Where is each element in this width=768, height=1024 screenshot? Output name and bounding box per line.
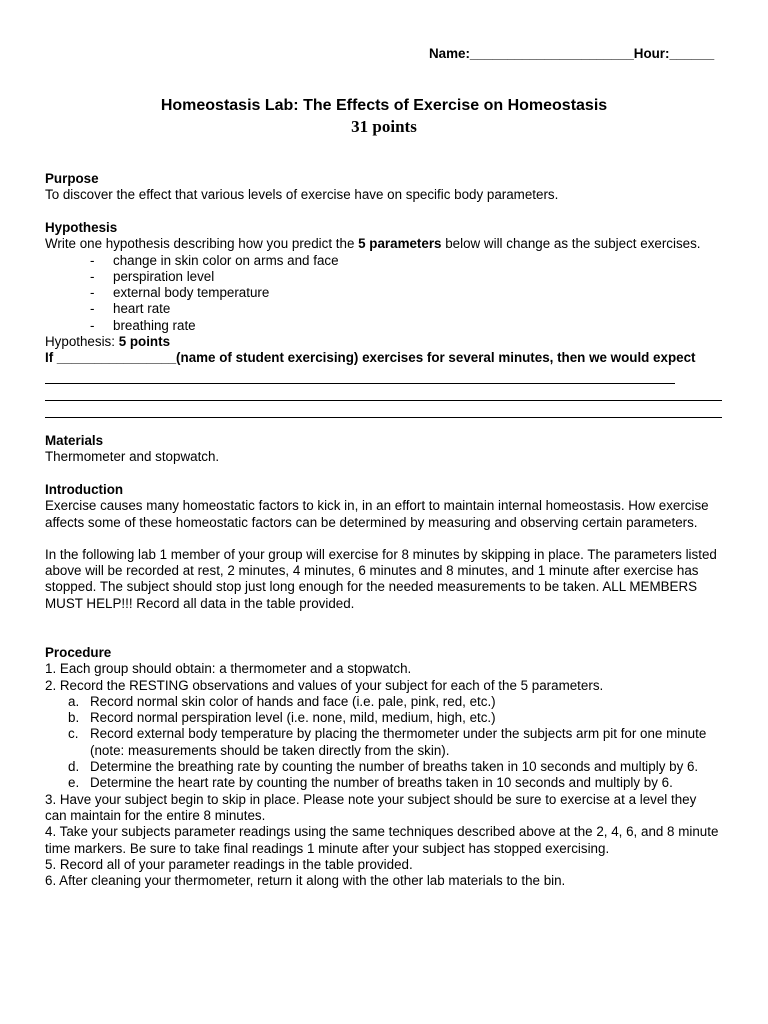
procedure-substep	[45, 726, 720, 759]
materials-section	[45, 433, 735, 466]
procedure-step: 6. After cleaning your thermometer, return it along with the other lab materials to the bin.	[45, 873, 566, 889]
purpose-heading: Purpose	[45, 171, 99, 186]
introduction-paragraph: In the following lab 1 member of your group will exercise for 8 minutes by skipping in place. The parameters listed above will be recorded at rest, 2 minutes, 4 minutes, 6 minutes and 8 minutes, and 1 minute after exercise has stopped. The subject should stop just long enough for the needed measurements to be taken. ALL MEMBERS MUST HELP!!! Record all data in the table provided.	[45, 546, 717, 611]
substep-text: Record external body temperature by placing the thermometer under the subjects arm pit for one minute (note: measurements should be taken directly from the skin).	[90, 726, 707, 758]
parameter-item: - external body temperature	[90, 285, 735, 301]
parameter-item: - heart rate	[90, 301, 735, 317]
points-total: 31 points	[351, 117, 417, 136]
hypothesis-intro-end: below will change as the subject exercises.	[441, 236, 701, 252]
procedure-step: 4. Take your subjects parameter readings using the same techniques described above at the 2, 4, 6, and 8 minute time markers. Be sure to take final readings 1 minute after your subject has stopped exercising.	[45, 824, 719, 856]
hypothesis-intro-start: Write one hypothesis describing how you predict the	[45, 236, 359, 252]
substep-text: Record normal skin color of hands and face (i.e. pale, pink, red, etc.)	[90, 693, 496, 709]
introduction-paragraph: Exercise causes many homeostatic factors to kick in, in an effort to maintain internal homeostasis. How exercise affects some of these homeostatic factors can be determined by measuring and observing certain parameters.	[45, 498, 709, 530]
hypothesis-intro	[45, 236, 735, 252]
parameter-item: - perspiration level	[90, 269, 735, 285]
parameter-item: - change in skin color on arms and face	[90, 253, 735, 269]
substep-text: Determine the breathing rate by counting the number of breaths taken in 10 seconds and multiply by 6.	[90, 759, 699, 775]
materials-text: Thermometer and stopwatch.	[45, 449, 220, 465]
page-title: Homeostasis Lab: The Effects of Exercise on Homeostasis	[160, 97, 608, 114]
hypothesis-section	[45, 220, 735, 418]
procedure-heading: Procedure	[45, 645, 112, 660]
hypothesis-points-label: Hypothesis:	[45, 334, 119, 350]
materials-heading: Materials	[45, 433, 104, 448]
substep-marker: d.	[68, 759, 80, 775]
name-hour-field[interactable]: Name:______________________Hour:______	[429, 46, 715, 61]
purpose-section	[45, 171, 735, 204]
substep-text: Determine the heart rate by counting the number of breaths taken in 10 seconds and multiply by 6.	[90, 775, 673, 791]
answer-line[interactable]	[45, 384, 722, 401]
answer-line[interactable]	[45, 401, 722, 418]
hypothesis-prompt: If ________________(name of student exercising) exercises for several minutes, then we would expect	[45, 350, 696, 366]
introduction-heading: Introduction	[45, 482, 124, 497]
hypothesis-heading: Hypothesis	[45, 220, 118, 235]
introduction-section	[45, 482, 720, 612]
procedure-substep	[45, 759, 720, 775]
procedure-substep	[45, 775, 720, 791]
substep-marker: e.	[68, 775, 80, 791]
hypothesis-points	[45, 334, 735, 350]
procedure-section	[45, 645, 720, 889]
answer-line[interactable]	[45, 367, 675, 384]
purpose-text: To discover the effect that various levels of exercise have on specific body parameters.	[45, 187, 559, 203]
hypothesis-points-value: 5 points	[118, 334, 171, 350]
procedure-step: 5. Record all of your parameter readings in the table provided.	[45, 856, 413, 872]
parameter-item: - breathing rate	[90, 318, 735, 334]
procedure-step: 2. Record the RESTING observations and values of your subject for each of the 5 parameters.	[45, 677, 604, 693]
hypothesis-intro-bold: 5 parameters	[358, 236, 442, 252]
substep-marker: b.	[68, 710, 80, 726]
procedure-substep	[45, 694, 720, 710]
procedure-substep	[45, 710, 720, 726]
substep-text: Record normal perspiration level (i.e. none, mild, medium, high, etc.)	[90, 710, 496, 726]
procedure-step: 3. Have your subject begin to skip in place. Please note your subject should be sure to exercise at a level they can maintain for the entire 8 minutes.	[45, 791, 697, 823]
substep-marker: a.	[68, 693, 80, 709]
substep-marker: c.	[68, 726, 79, 742]
procedure-step: 1. Each group should obtain: a thermometer and a stopwatch.	[45, 661, 412, 677]
